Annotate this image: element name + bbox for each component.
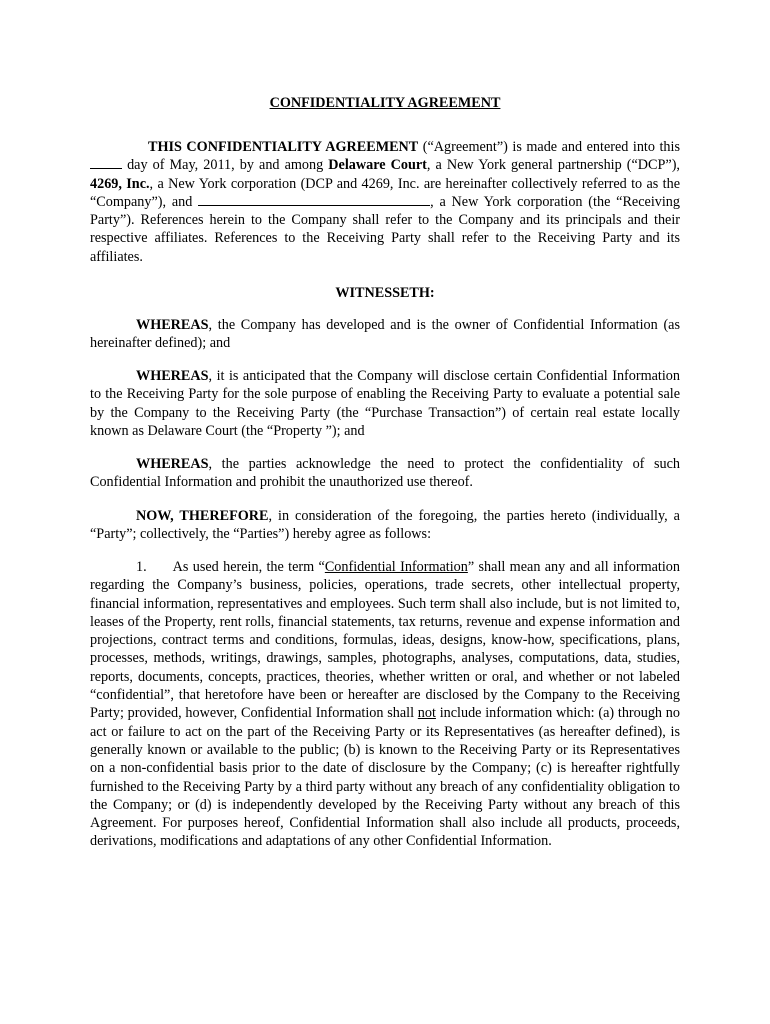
day-blank: [90, 156, 122, 169]
section-number: 1.: [136, 559, 147, 575]
intro-paragraph: THIS CONFIDENTIALITY AGREEMENT (“Agreement”) is made and entered into this day of May, 2011, by and among Delaware Court, a New York general partnership (“DCP”), 4269, Inc., a New York corporation (DCP and 4269, Inc. are hereinafter collectively referred to as the “Company”), and , a New York corporation (the “Receiving Party”). References herein to the Company shall refer to the Company and its principals and their respective affiliates. References to the Receiving Party shall refer to the Receiving Party and its affiliates.: [90, 139, 680, 265]
now-therefore-paragraph: NOW, THEREFORE, in consideration of the foregoing, the parties hereto (individually, a “Party”; collectively, the “Parties”) hereby agree as follows:: [90, 508, 680, 543]
receiving-party-blank: [198, 193, 430, 206]
witnesseth-heading: WITNESSETH:: [335, 285, 435, 301]
party-4269-inc: 4269, Inc.: [90, 175, 150, 192]
whereas-paragraph-1: WHEREAS, the Company has developed and is the owner of Confidential Information (as hereinafter defined); and: [90, 317, 680, 352]
whereas-paragraph-3: WHEREAS, the parties acknowledge the need to protect the confidentiality of such Confidential Information and prohibit the unauthorized use thereof.: [90, 456, 680, 491]
intro-lead: THIS CONFIDENTIALITY AGREEMENT: [148, 139, 419, 155]
not-emphasis: not: [417, 705, 436, 722]
party-delaware-court: Delaware Court: [328, 157, 427, 174]
defined-term: Confidential Information: [324, 559, 468, 575]
whereas-paragraph-2: WHEREAS, it is anticipated that the Company will disclose certain Confidential Information to the Receiving Party for the sole purpose of enabling the Receiving Party to evaluate a potential sale by the Company to the Receiving Party (the “Purchase Transaction”) of certain real estate locally known as Delaware Court (the “Property ”); and: [90, 368, 680, 439]
section-1-paragraph: 1. As used herein, the term “Confidential Information” shall mean any and all information regarding the Company’s business, policies, operations, trade secrets, other intellectual property, financial information, representatives and employees. Such term shall also include, but is not limited to, leases of the Property, rent rolls, financial statements, tax returns, revenue and expense information and projections, contract terms and conditions, formulas, ideas, designs, know-how, specifications, plans, processes, methods, writings, drawings, samples, photographs, analyses, computations, data, studies, reports, documents, concepts, practices, theories, whether written or oral, and whether or not labeled “confidential”, that heretofore have been or hereafter are disclosed by the Company to the Receiving Party; provided, however, Confidential Information shall not include information which: (a) through no act or failure to act on the part of the Receiving Party or its Representatives (as hereafter defined), is generally known or available to the public; (b) is known to the Receiving Party or its Representatives on a non-confidential basis prior to the date of disclosure by the Company; (c) is hereafter rightfully furnished to the Receiving Party by a third party without any breach of any confidentiality obligation to the Company; or (d) is independently developed by the Receiving Party without any breach of this Agreement. For purposes hereof, Confidential Information shall also include all products, proceeds, derivations, modifications and adaptations of any other Confidential Information.: [90, 559, 680, 850]
document-title: CONFIDENTIALITY AGREEMENT: [269, 95, 501, 111]
